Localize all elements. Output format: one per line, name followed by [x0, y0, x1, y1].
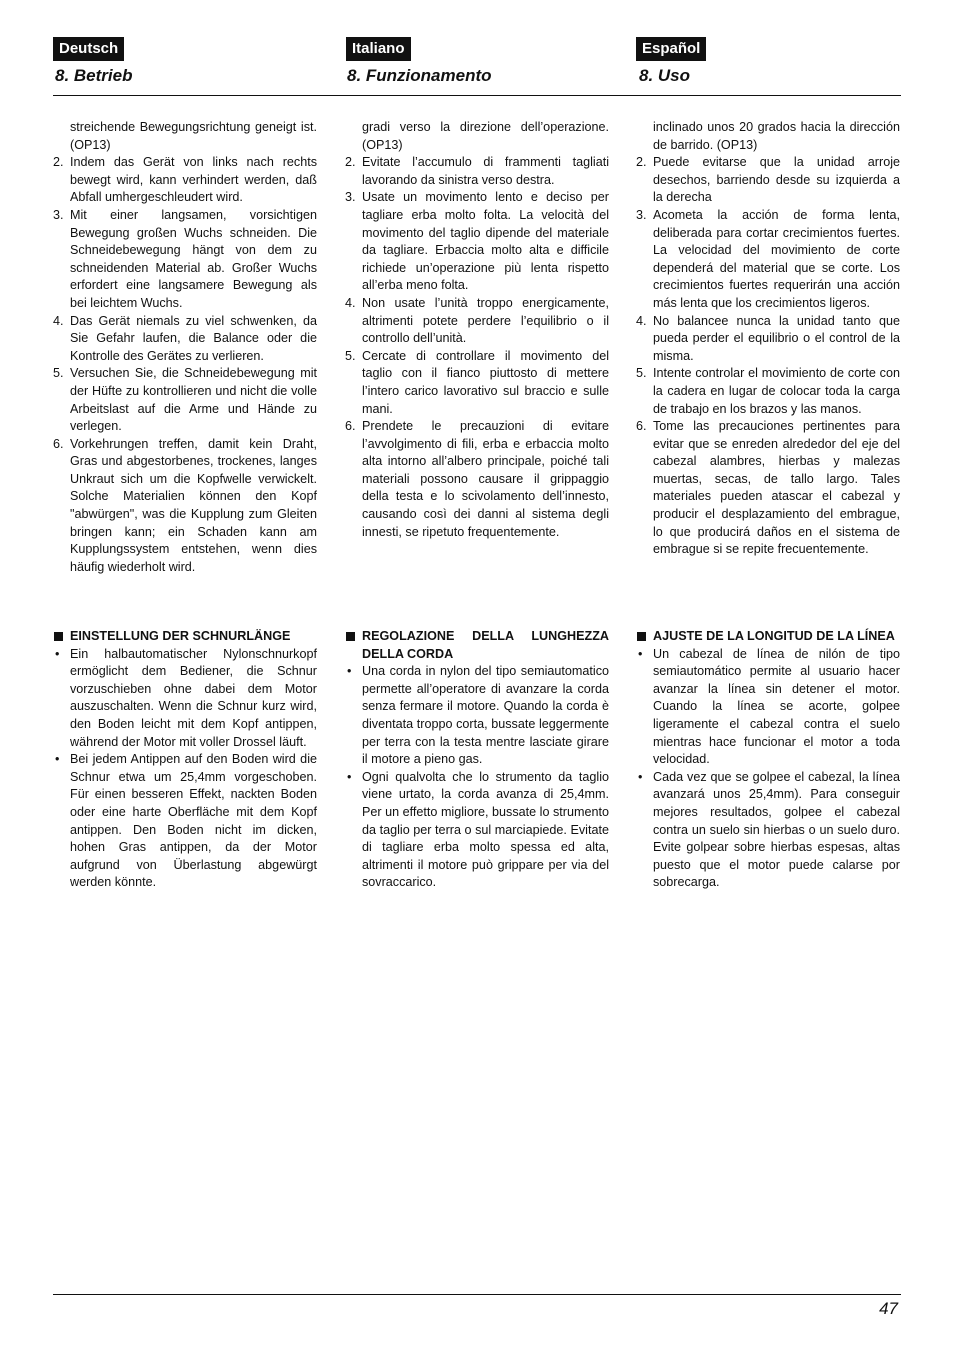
step-item — [636, 418, 900, 559]
step-item — [53, 365, 317, 435]
step-number: 2. — [345, 155, 356, 170]
step-text: Non usate l’unità troppo energicamente, altrimenti potete perdere l’equilibrio o il controllo dell’unità. — [362, 295, 609, 346]
bullet-list — [636, 646, 900, 892]
bullet-text: Ogni qualvolta che lo strumento da taglio viene urtato, la corda avanza di 25,4mm. Per un effetto migliore, bussate lo strumento da taglio per terra o sul marciapiede. Evitate di tagliare erba molto spessa ed alta, altrimenti il motore può grippare per via del sovraccarico. — [362, 769, 609, 890]
step-item — [345, 348, 609, 418]
step-text: Usate un movimento lento e deciso per tagliare erba molto folta. La velocità del movimento del taglio dipende del materiale da tagliare. Erbaccia molto alta e difficile richiede un’operazione più lenta rispetto all’erba meno folta. — [362, 190, 609, 293]
section-title-espanol: 8. Uso — [639, 66, 691, 85]
section-heading — [636, 628, 900, 646]
instructions-italiano — [345, 119, 609, 541]
step-number: 5. — [345, 348, 356, 363]
step-text: Intente controlar el movimiento de corte con la cadera en lugar de colocar toda la carga de trabajo en los brazos y las manos. — [653, 366, 900, 416]
section-heading-text: EINSTELLUNG DER SCHNURLÄNGE — [70, 629, 291, 643]
square-bullet-icon — [54, 632, 63, 641]
section-title-deutsch: 8. Betrieb — [55, 66, 133, 85]
step-item — [636, 154, 900, 207]
step-number: 3. — [636, 207, 647, 222]
step-number: 6. — [636, 419, 647, 434]
step-number: 6. — [345, 419, 356, 434]
step-item — [636, 365, 900, 418]
instructions-espanol — [636, 119, 900, 559]
step-list — [53, 154, 317, 576]
bullet-item — [345, 769, 609, 892]
step-list — [345, 154, 609, 541]
step-item — [53, 313, 317, 366]
step-number: 4. — [636, 313, 647, 328]
continuation-text: streichende Bewegungsrichtung geneigt ist. (OP13) — [70, 120, 317, 152]
continuation-text: gradi verso la direzione dell’operazione. (OP13) — [362, 120, 609, 152]
step-item — [345, 418, 609, 541]
step-text: Indem das Gerät von links nach rechts bewegt wird, kann verhindert werden, daß Abfall umhergeschleudert wird. — [70, 155, 317, 205]
step-number: 3. — [53, 207, 64, 222]
step-item — [53, 436, 317, 577]
step-item — [636, 207, 900, 313]
line-adjustment-espanol — [636, 628, 900, 892]
section-heading-text: REGOLAZIONE DELLA LUNGHEZZA DELLA CORDA — [362, 629, 609, 661]
step-number: 5. — [636, 366, 647, 381]
bullet-dot-icon: • — [55, 646, 60, 661]
section-heading — [345, 628, 609, 663]
step-number: 6. — [53, 436, 64, 451]
step-text: Prendete le precauzioni di evitare l’avvolgimento di fili, erba e erbaccia molto alta intorno all’albero principale, poiché tali materiali possono causare il grippaggio della testa e lo scivolamento dell’innesto, causando così dei danni al sistema degli innesti, se ripetuto frequentemente. — [362, 419, 609, 539]
bullet-item — [53, 751, 317, 892]
step-list — [636, 154, 900, 559]
page-number: 47 — [879, 1299, 898, 1318]
section-heading — [53, 628, 317, 646]
step-text: Vorkehrungen treffen, damit kein Draht, Gras und abgestorbenes, trockenes, langes Unkraut sich um die Kopfwelle verwickelt. Solche Materialien können den Kopf "abwürgen", was die Kupplung zum Gleiten bringen kann; ein Schaden kann am Kupplungssystem entstehen, wenn dies häufig wiederholt wird. — [70, 436, 317, 574]
language-badge-espanol: Español — [636, 37, 706, 61]
step-item — [636, 313, 900, 366]
bullet-item — [345, 663, 609, 769]
step-item — [53, 207, 317, 313]
square-bullet-icon — [637, 632, 646, 641]
step-text: Tome las precauciones pertinentes para evitar que se enreden alrededor del eje del cabezal alambres, hierbas y malezas muertas, secas, de tallo largo. Tales materiales pueden atascar el cabezal y producir el desplazamiento del embrague, lo que producirá daños en el sistema de embrague si se repite frecuentemente. — [653, 419, 900, 557]
bullet-text: Ein halbautomatischer Nylonschnurkopf ermöglicht dem Bediener, die Schnur vorzuschieben ohne dabei dem Motor auszuschalten. Wenn die Schnur kurz wird, den Boden leicht mit dem Kopf antippen, während der Motor mit voller Drossel läuft. — [70, 646, 317, 749]
step-number: 4. — [53, 313, 64, 328]
language-badge-deutsch: Deutsch — [53, 37, 124, 61]
step-item — [345, 295, 609, 348]
bullet-text: Un cabezal de línea de nilón de tipo semiautomático permite al usuario hacer avanzar la línea sin detener el motor. Cuando la línea se acorte, golpee ligeramente el cabezal contra el suelo mientras hace funcionar el motor a toda velocidad. — [653, 646, 900, 767]
step-text: Das Gerät niemals zu viel schwenken, da Sie Gefahr laufen, die Balance oder die Kontrolle des Gerätes zu verlieren. — [70, 313, 317, 363]
step-text: Puede evitarse que la unidad arroje desechos, barriendo desde su izquierda a la derecha — [653, 155, 900, 205]
step-number: 2. — [636, 155, 647, 170]
section-heading-text: AJUSTE DE LA LONGITUD DE LA LÍNEA — [653, 629, 895, 643]
bullet-item — [53, 646, 317, 752]
instructions-deutsch — [53, 119, 317, 576]
step-number: 4. — [345, 295, 356, 310]
step-number: 3. — [345, 190, 356, 205]
bullet-text: Cada vez que se golpee el cabezal, la línea avanzará unos 25,4mm). Para conseguir mejores resultados, golpee el cabezal contra un suelo sin hierbas o un suelo duro. Evite golpear sobre hierbas espesas, altas puesto que el motor puede calarse por sobrecarga. — [653, 769, 900, 890]
step-number: 2. — [53, 155, 64, 170]
line-adjustment-italiano — [345, 628, 609, 892]
step-text: Mit einer langsamen, vorsichtigen Bewegung großen Wuchs schneiden. Die Schneidebewegung hängt von dem zu schneidenden Material ab. Großer Wuchs erfordert eine langsamere Bewegung als bei leichtem Wuchs. — [70, 207, 317, 310]
footer-divider — [53, 1294, 901, 1295]
bullet-text: Bei jedem Antippen auf den Boden wird die Schnur etwa um 25,4mm vorgeschoben. Für einen besseren Effekt, nackten Boden oder eine harte Oberfläche mit dem Kopf antippen. Den Boden nicht im dicken, hohen Gras antippen, da der Motor aufgrund von Überlastung abgewürgt werden könnte. — [70, 752, 317, 890]
step-item — [53, 154, 317, 207]
section-title-italiano: 8. Funzionamento — [347, 66, 492, 85]
bullet-dot-icon: • — [638, 769, 643, 784]
step-text: Cercate di controllare il movimento del taglio con il fianco piuttosto di mettere l’intero carico lavorativo sul braccio e sulle mani. — [362, 348, 609, 416]
bullet-list — [53, 646, 317, 892]
step-text: Acometa la acción de forma lenta, deliberada para cortar crecimientos fuertes. La velocidad del movimiento de corte dependerá del material que se corte. Los crecimientos fuertes requerirán una acción más lenta que los crecimientos ligeros. — [653, 207, 900, 310]
language-badge-italiano: Italiano — [346, 37, 411, 61]
bullet-text: Una corda in nylon del tipo semiautomatico permette all’operatore di avanzare la corda senza fermare il motore. Quando la corda è diventata troppo corta, bussate leggermente per terra con la testa mentre lasciate girare il motore a pieno gas. — [362, 664, 609, 767]
header-divider — [53, 95, 901, 96]
bullet-dot-icon: • — [347, 769, 352, 784]
continuation-text: inclinado unos 20 grados hacia la dirección de barrido. (OP13) — [653, 120, 900, 152]
bullet-item — [636, 646, 900, 769]
step-item — [345, 154, 609, 189]
bullet-dot-icon: • — [638, 646, 643, 661]
square-bullet-icon — [346, 632, 355, 641]
step-text: Versuchen Sie, die Schneidebewegung mit der Hüfte zu kontrollieren und nicht die volle Arbeitslast auf die Arme und Hände zu verlegen. — [70, 366, 317, 434]
bullet-list — [345, 663, 609, 892]
step-number: 5. — [53, 366, 64, 381]
step-text: Evitate l’accumulo di frammenti tagliati lavorando da sinistra verso destra. — [362, 155, 609, 187]
step-item — [345, 189, 609, 295]
bullet-dot-icon: • — [55, 752, 60, 767]
step-text: No balancee nunca la unidad tanto que pueda perder el equilibrio o el control de la misma. — [653, 313, 900, 363]
bullet-dot-icon: • — [347, 664, 352, 679]
line-adjustment-deutsch — [53, 628, 317, 892]
bullet-item — [636, 769, 900, 892]
